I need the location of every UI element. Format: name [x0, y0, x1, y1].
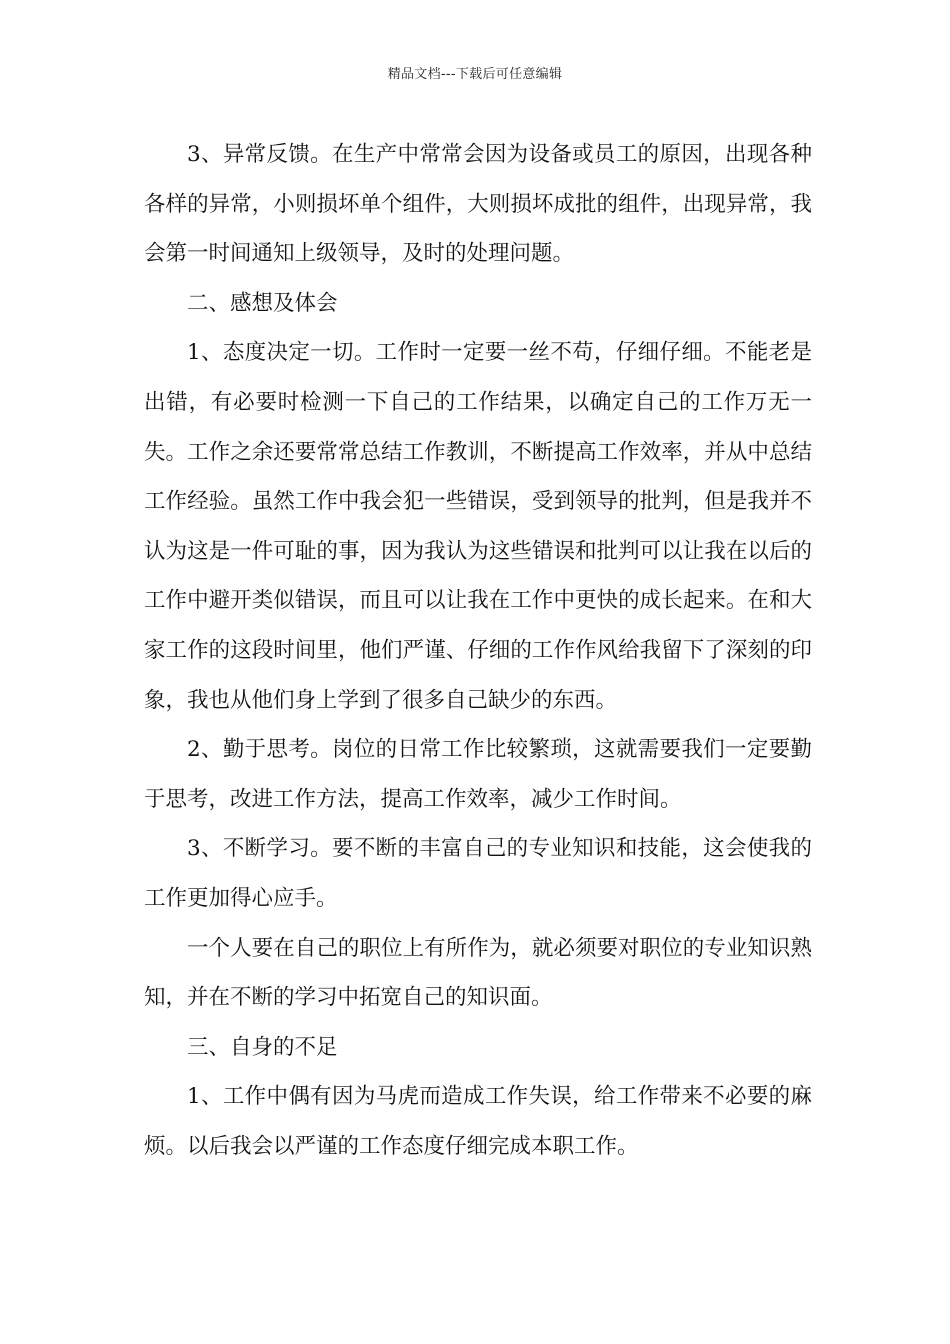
- paragraph-learning: 3、不断学习。要不断的丰富自己的专业知识和技能，这会使我的工作更加得心应手。: [144, 836, 812, 911]
- section-heading-shortcomings: 三、自身的不足: [187, 1034, 338, 1060]
- paragraph-carelessness: 1、工作中偶有因为马虎而造成工作失误，给工作带来不必要的麻烦。以后我会以严谨的工作态度仔细完成本职工作。: [144, 1084, 812, 1159]
- paragraph-abnormal-feedback: 3、异常反馈。在生产中常常会因为设备或员工的原因，出现各种各样的异常，小则损坏单个组件，大则损坏成批的组件，出现异常，我会第一时间通知上级领导，及时的处理问题。: [144, 142, 812, 267]
- paragraph-thinking: 2、勤于思考。岗位的日常工作比较繁琐，这就需要我们一定要勤于思考，改进工作方法，提高工作效率，减少工作时间。: [144, 737, 812, 812]
- section-heading-thoughts: 二、感想及体会: [187, 290, 338, 316]
- paragraph-attitude: 1、态度决定一切。工作时一定要一丝不苟，仔细仔细。不能老是出错，有必要时检测一下自己的工作结果，以确定自己的工作万无一失。工作之余还要常常总结工作教训，不断提高工作效率，并从中总结工作经验。虽然工作中我会犯一些错误，受到领导的批判，但是我并不认为这是一件可耻的事，因为我认为这些错误和批判可以让我在以后的工作中避开类似错误，而且可以让我在工作中更快的成长起来。在和大家工作的这段时间里，他们严谨、仔细的工作作风给我留下了深刻的印象，我也从他们身上学到了很多自己缺少的东西。: [144, 340, 812, 713]
- document-body: [144, 130, 812, 1171]
- page-header: 精品文档---下载后可任意编辑: [387, 67, 563, 82]
- paragraph-professional-knowledge: 一个人要在自己的职位上有所作为，就必须要对职位的专业知识熟知，并在不断的学习中拓宽自己的知识面。: [144, 935, 812, 1011]
